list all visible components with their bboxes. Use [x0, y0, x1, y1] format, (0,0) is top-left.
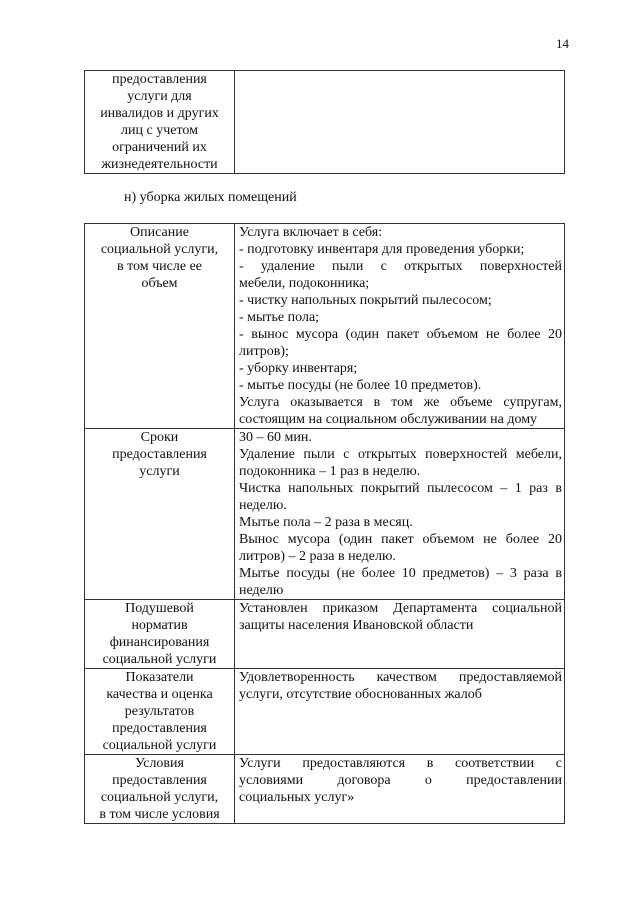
content-line: - подготовку инвентаря для проведения уборки;	[239, 242, 525, 257]
row-content-cell	[235, 600, 565, 669]
content-line: Услуги предоставляются в соответствии с	[239, 756, 562, 771]
content-line: Мытье посуды (не более 10 предметов) – 3 раза в	[239, 566, 562, 581]
row-label-cell	[85, 71, 235, 174]
content-line: литров) – 2 раза в неделю.	[239, 549, 396, 564]
label-line: качества и оценка	[106, 687, 213, 702]
label-line: Условия	[135, 756, 184, 771]
content-line: - мытье пола;	[239, 310, 320, 325]
content-line: - мытье посуды (не более 10 предметов).	[239, 378, 482, 393]
row-label-cell	[85, 224, 235, 429]
content-line: неделю	[239, 583, 284, 598]
label-line: социальной услуги,	[100, 790, 219, 805]
row-label-cell	[85, 755, 235, 824]
content-line: - вынос мусора (один пакет объемом не более 20	[239, 327, 562, 342]
row-content-cell	[235, 429, 565, 600]
content-line: Услуга включает в себя:	[239, 225, 383, 240]
cell-line: услуги для	[127, 89, 192, 104]
content-line: Мытье пола – 2 раза в месяц.	[239, 515, 413, 530]
cell-line: лиц с учетом	[121, 123, 198, 138]
content-line: неделю.	[239, 498, 287, 513]
label-line: предоставления	[112, 773, 207, 788]
content-line: Чистка напольных покрытий пылесосом – 1 раз в	[239, 481, 562, 496]
content-line: - уборку инвентаря;	[239, 361, 358, 376]
cell-line: инвалидов и других	[100, 106, 219, 121]
row-label-cell	[85, 669, 235, 755]
label-line: социальной услуги	[102, 652, 217, 667]
table-row	[85, 669, 565, 755]
label-line: объем	[141, 276, 178, 291]
content-line: литров);	[239, 344, 289, 359]
content-line: Удаление пыли с открытых поверхностей мебели,	[239, 447, 562, 462]
table-row	[85, 429, 565, 600]
continued-table	[84, 70, 565, 174]
content-line: защиты населения Ивановской области	[239, 618, 474, 633]
cell-line: жизнедеятельности	[101, 157, 218, 172]
content-line: Удовлетворенность качеством предоставляемой	[239, 670, 562, 685]
content-line: Вынос мусора (один пакет объемом не более 20	[239, 532, 562, 547]
label-line: финансирования	[109, 635, 210, 650]
row-label-cell	[85, 429, 235, 600]
content-line: мебели, подоконника;	[239, 276, 370, 291]
content-line: услуги, отсутствие обоснованных жалоб	[239, 687, 482, 702]
label-line: результатов	[124, 704, 195, 719]
cell-line: ограничений их	[112, 140, 207, 155]
label-line: социальной услуги	[102, 738, 217, 753]
row-content-cell	[235, 755, 565, 824]
table-row	[85, 755, 565, 824]
content-line: Услуга оказывается в том же объеме супругам,	[239, 395, 562, 410]
content-line: - удаление пыли с открытых поверхностей	[239, 259, 562, 274]
label-line: Подушевой	[125, 601, 194, 616]
label-line: социальной услуги,	[100, 242, 219, 257]
row-content-cell	[235, 224, 565, 429]
row-label-cell	[85, 600, 235, 669]
label-line: Сроки	[140, 430, 179, 445]
page-number: 14	[556, 36, 569, 51]
content-line: Установлен приказом Департамента социальной	[239, 601, 562, 616]
section-heading: н) уборка жилых помещений	[124, 190, 297, 205]
content-line: 30 – 60 мин.	[239, 430, 312, 445]
table-row	[85, 224, 565, 429]
label-line: предоставления	[112, 447, 207, 462]
content-line: подоконника – 1 раз в неделю.	[239, 464, 421, 479]
row-content-cell	[235, 71, 565, 174]
label-line: норматив	[131, 618, 188, 633]
label-line: предоставления	[112, 721, 207, 736]
row-content-cell	[235, 669, 565, 755]
content-line: условиями договора о предоставлении	[239, 773, 562, 788]
label-line: в том числе условия	[99, 807, 220, 822]
label-line: Показатели	[125, 670, 194, 685]
content-line: социальных услуг»	[239, 790, 355, 805]
table-row	[85, 71, 565, 174]
cell-line: предоставления	[112, 72, 207, 87]
table-row	[85, 600, 565, 669]
content-line: состоящим на социальном обслуживании на дому	[239, 412, 538, 427]
service-table	[84, 223, 565, 824]
content-line: - чистку напольных покрытий пылесосом;	[239, 293, 492, 308]
label-line: услуги	[139, 464, 180, 479]
label-line: в том числе ее	[116, 259, 202, 274]
label-line: Описание	[130, 225, 189, 240]
